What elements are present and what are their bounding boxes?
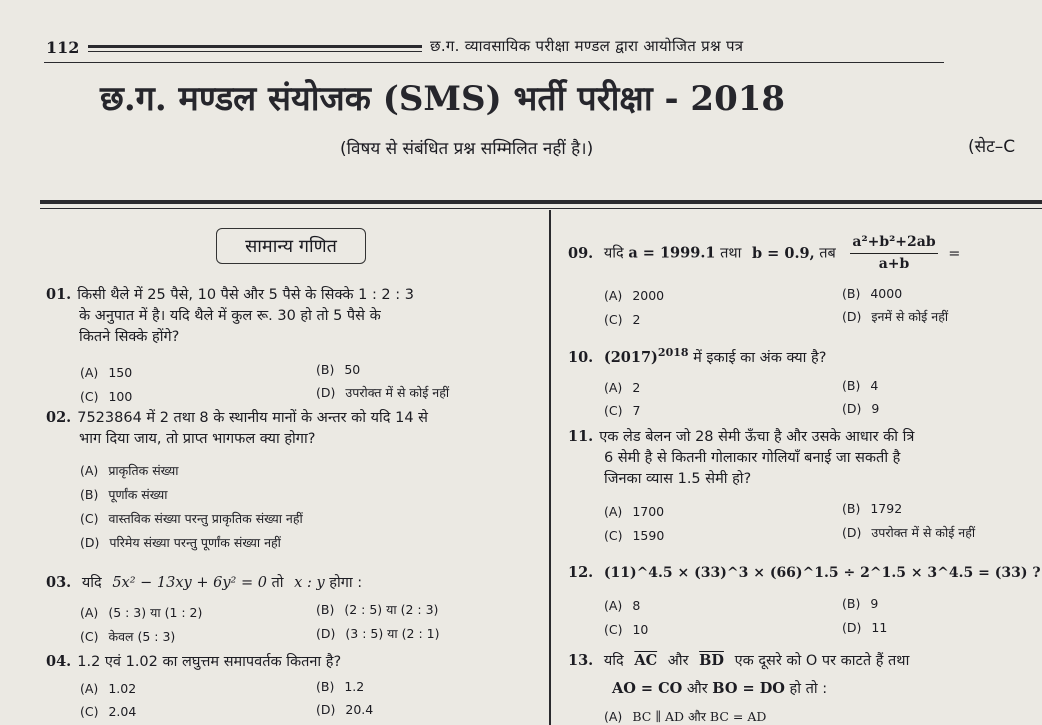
option-text: 1.02 [108, 681, 137, 696]
option-c[interactable] [604, 528, 664, 543]
question-text-line: 7523864 में 2 तथा 8 के स्थानीय मानों के अन्तर को यदि 14 से [77, 410, 428, 426]
option-text: प्राकृतिक संख्या [108, 463, 179, 478]
exam-subtitle: (विषय से संबंधित प्रश्न सम्मिलित नहीं है।) [340, 139, 594, 159]
question-13 [568, 650, 1038, 700]
option-key: (A) [80, 681, 99, 696]
question-10 [568, 342, 1038, 369]
option-text: 8 [632, 598, 641, 613]
question-12 [568, 562, 1041, 584]
option-text: 2.04 [108, 704, 137, 719]
question-text-line: के अनुपात में है। यदि थैले में कुल रू. 30 हो तो 5 पैसे के [79, 308, 381, 324]
question-prefix: यदि [603, 653, 624, 669]
question-03 [46, 572, 546, 594]
option-key: (A) [604, 288, 623, 303]
option-text: (5 : 3) या (1 : 2) [108, 605, 203, 620]
question-prefix: यदि [603, 245, 624, 262]
option-key: (B) [316, 602, 335, 617]
question-text-line: कितने सिक्के होंगे? [79, 329, 180, 345]
header-rule-top [88, 45, 422, 48]
option-key: (D) [842, 620, 862, 635]
question-text-line: किसी थैले में 25 पैसे, 10 पैसे और 5 पैसे के सिक्के 1 : 2 : 3 [77, 287, 414, 303]
option-text: 1792 [870, 501, 903, 516]
option-key: (D) [842, 309, 862, 324]
page-number: 112 [46, 38, 80, 57]
option-key: (A) [604, 598, 623, 613]
option-d[interactable] [316, 702, 373, 717]
column-divider [549, 210, 551, 725]
option-text: उपरोक्त में से कोई नहीं [871, 525, 976, 540]
option-key: (C) [80, 511, 99, 526]
option-text: केवल (5 : 3) [108, 629, 176, 644]
question-09 [568, 232, 1038, 275]
question-text-line: 6 सेमी है से कितनी गोलाकार गोलियाँ बनाई जा सकती है [604, 450, 901, 466]
option-text: 1700 [632, 504, 665, 519]
option-text: 7 [632, 403, 641, 418]
question-then: हो तो : [789, 681, 828, 697]
option-text: परिमेय संख्या परन्तु पूर्णांक संख्या नहीं [109, 535, 281, 550]
option-c[interactable] [604, 622, 648, 637]
question-11 [568, 426, 1042, 490]
question-text-line: एक लेड बेलन जो 28 सेमी ऊँचा है और उसके आधार की त्रि [599, 429, 915, 445]
option-key: (B) [316, 362, 335, 377]
segment-ac: $\overline{AC}$ [634, 652, 658, 669]
equals-sign: = [948, 245, 961, 262]
option-d[interactable] [842, 401, 879, 416]
question-suffix: होगा : [329, 575, 363, 591]
option-key: (A) [604, 504, 623, 519]
option-a[interactable] [80, 462, 178, 479]
option-key: (C) [604, 403, 623, 418]
option-key: (A) [604, 380, 623, 395]
option-text: 4 [870, 378, 879, 393]
set-label: (सेट–C [968, 137, 1016, 157]
option-key: (A) [80, 365, 99, 380]
option-text: (3 : 5) या (2 : 1) [345, 626, 440, 641]
fraction [850, 232, 937, 275]
question-text-line: जिनका व्यास 1.5 सेमी हो? [604, 471, 752, 487]
question-02 [46, 407, 546, 450]
option-key: (C) [80, 389, 99, 404]
option-key: (D) [316, 385, 336, 400]
option-text: 20.4 [345, 702, 374, 717]
question-number: 13. [568, 652, 594, 669]
option-key: (B) [842, 501, 861, 516]
segment-bd: $\overline{BD}$ [699, 652, 724, 669]
option-text: 100 [108, 389, 133, 404]
question-prefix: यदि [81, 575, 102, 591]
option-c[interactable] [80, 704, 136, 719]
question-01 [46, 284, 546, 348]
question-text-line: 1.2 एवं 1.02 का लघुत्तम समापवर्तक कितना है? [77, 654, 342, 670]
ratio: x : y [294, 575, 325, 591]
option-text: BC ∥ AD और BC = AD [632, 709, 767, 724]
option-text: वास्तविक संख्या परन्तु प्राकृतिक संख्या नहीं [108, 511, 303, 526]
option-key: (D) [842, 401, 862, 416]
option-key: (B) [316, 679, 335, 694]
option-text: उपरोक्त में से कोई नहीं [345, 385, 450, 400]
option-text: 2 [632, 380, 641, 395]
option-key: (C) [80, 704, 99, 719]
option-a[interactable] [604, 504, 664, 519]
option-b[interactable] [316, 601, 438, 618]
option-key: (B) [842, 286, 861, 301]
question-04 [46, 651, 546, 673]
option-b[interactable] [842, 501, 902, 516]
option-text: 1590 [632, 528, 665, 543]
fraction-denominator: a+b [878, 256, 910, 272]
option-key: (A) [80, 605, 99, 620]
question-and: और [686, 681, 708, 697]
option-text: 11 [871, 620, 888, 635]
option-key: (D) [842, 525, 862, 540]
fraction-numerator: a²+b²+2ab [850, 232, 937, 254]
option-text: (2 : 5) या (2 : 3) [344, 602, 439, 617]
option-text: 9 [870, 596, 879, 611]
b-value: b = 0.9, [751, 244, 815, 262]
option-text: पूर्णांक संख्या [108, 487, 168, 502]
option-c[interactable] [604, 403, 640, 418]
power-base: (2017) [603, 348, 658, 366]
question-number: 01. [46, 286, 72, 303]
option-text: 9 [871, 401, 880, 416]
question-number: 12. [568, 564, 594, 581]
option-b[interactable] [80, 486, 168, 503]
question-mid: तो [271, 575, 284, 591]
question-text-line: भाग दिया जाय, तो प्राप्त भागफल क्या होगा? [79, 431, 316, 447]
header-rule-bottom [88, 51, 422, 52]
option-b[interactable] [842, 378, 878, 393]
option-c[interactable] [604, 312, 640, 327]
question-number: 02. [46, 409, 72, 426]
option-text: 1.2 [344, 679, 365, 694]
option-key: (B) [842, 378, 861, 393]
exam-title: छ.ग. मण्डल संयोजक (SMS) भर्ती परीक्षा - 2018 [100, 79, 786, 119]
power-exponent: 2018 [657, 346, 689, 359]
option-b[interactable] [842, 596, 878, 611]
question-number: 11. [568, 428, 594, 445]
option-key: (A) [604, 709, 623, 724]
question-text: में इकाई का अंक क्या है? [693, 349, 827, 366]
a-value: a = 1999.1 [628, 244, 716, 262]
option-key: (B) [80, 487, 99, 502]
option-b[interactable] [316, 362, 360, 377]
option-d[interactable] [316, 384, 449, 401]
section-rule-thick [40, 200, 1042, 204]
option-text: 2000 [632, 288, 665, 303]
expression: (11)^4.5 × (33)^3 × (66)^1.5 ÷ 2^1.5 × 3^4.5 = (33) ? [603, 565, 1041, 581]
equation: 5x² − 13xy + 6y² = 0 [112, 575, 267, 591]
option-d[interactable] [316, 625, 439, 642]
option-key: (C) [604, 528, 623, 543]
option-d[interactable] [80, 534, 281, 551]
equation-ao-co: AO = CO [612, 680, 683, 697]
question-number: 10. [568, 348, 594, 366]
option-text: 50 [344, 362, 361, 377]
option-a[interactable] [604, 288, 664, 303]
option-c[interactable] [80, 389, 132, 404]
question-and: और [667, 653, 689, 669]
option-a[interactable] [604, 598, 640, 613]
option-b[interactable] [316, 679, 364, 694]
option-text: 2 [632, 312, 641, 327]
option-key: (A) [80, 463, 99, 478]
option-key: (C) [80, 629, 99, 644]
option-a[interactable] [80, 681, 136, 696]
option-c[interactable] [80, 628, 175, 645]
option-text: 4000 [870, 286, 903, 301]
option-text: 10 [632, 622, 649, 637]
question-number: 03. [46, 574, 72, 591]
option-a[interactable] [604, 708, 766, 725]
option-b[interactable] [842, 286, 902, 301]
option-key: (C) [604, 312, 623, 327]
question-text: एक दूसरे को O पर काटते हैं तथा [734, 653, 910, 669]
option-d[interactable] [842, 524, 1038, 541]
section-label-box: सामान्य गणित [216, 228, 366, 264]
option-key: (D) [80, 535, 100, 550]
section-rule-thin [40, 208, 1042, 209]
question-then: तब [819, 245, 836, 262]
option-d[interactable] [842, 308, 948, 325]
option-a[interactable] [80, 365, 132, 380]
option-key: (D) [316, 626, 336, 641]
question-number: 09. [568, 244, 594, 262]
running-title: छ.ग. व्यावसायिक परीक्षा मण्डल द्वारा आयोजित प्रश्न पत्र [430, 37, 744, 55]
option-c[interactable] [80, 510, 303, 527]
option-key: (B) [842, 596, 861, 611]
question-number: 04. [46, 653, 72, 670]
option-text: 150 [108, 365, 133, 380]
equation-bo-do: BO = DO [712, 680, 785, 697]
header-underline [44, 62, 944, 63]
option-a[interactable] [604, 380, 640, 395]
option-text: इनमें से कोई नहीं [871, 309, 949, 324]
question-mid: तथा [720, 245, 742, 262]
option-key: (C) [604, 622, 623, 637]
option-a[interactable] [80, 604, 202, 621]
option-key: (D) [316, 702, 336, 717]
option-d[interactable] [842, 620, 887, 635]
